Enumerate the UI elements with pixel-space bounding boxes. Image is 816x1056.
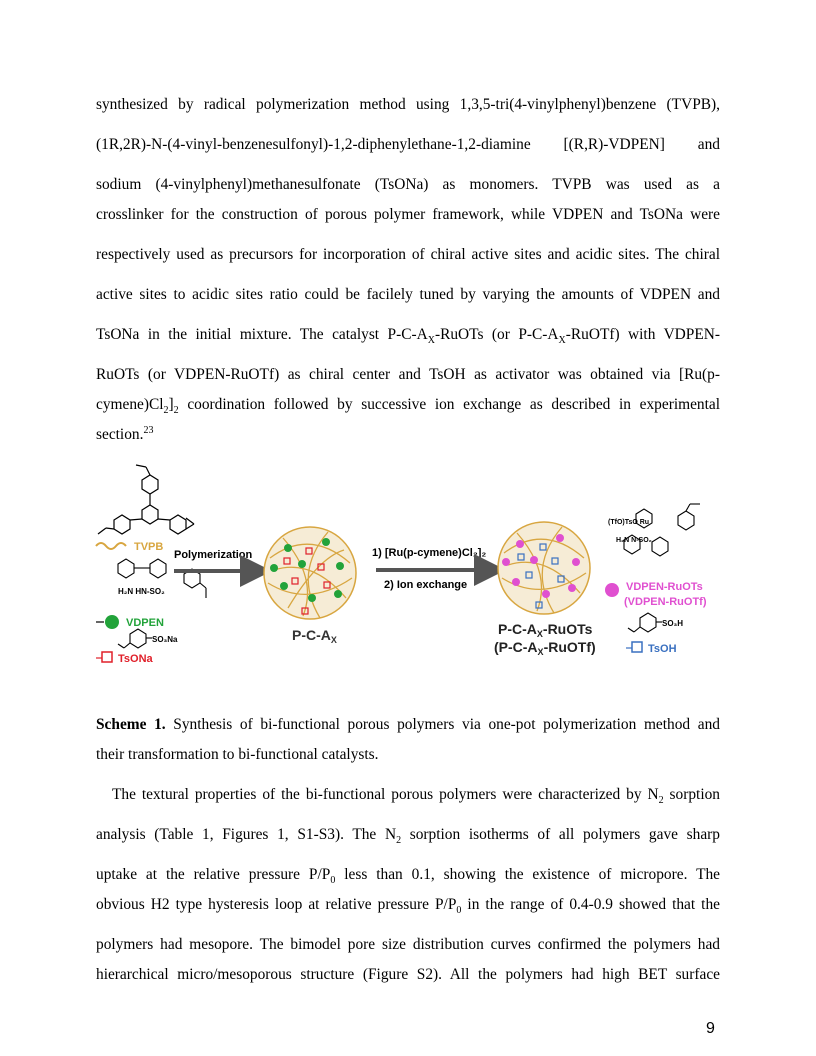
- body-text-line: The textural properties of the bi-functional porous polymers were characterized by $N_2$ sorption: [112, 786, 721, 807]
- tsona-label: TsONa: [118, 653, 153, 665]
- body-text-line: section.$^{23}$: [96, 424, 154, 443]
- polymerization-label: Polymerization: [174, 549, 253, 561]
- body-text-line: crosslinker for the construction of porous polymer framework, while VDPEN and TsONa were: [96, 206, 720, 223]
- step1-label: 1) [Ru(p-cymene)Cl₂]₂: [372, 547, 487, 559]
- so3na-label: SO₃Na: [152, 635, 178, 644]
- tvpb-wave: [96, 543, 126, 549]
- product2-label: $(P-C-A_X-RuOTf)$: [494, 639, 596, 657]
- ru-label: (TfO)TsO Ru: [608, 519, 650, 526]
- body-text-line: analysis (Table 1, Figures 1, S1-S3). The $N_2$ sorption isotherms of all polymers gave sharp: [96, 826, 720, 847]
- vdpen-label: VDPEN: [126, 617, 164, 629]
- tvpb-label: TVPB: [134, 541, 164, 553]
- vdpen-amine-label: H₂N HN-SO₂: [118, 587, 165, 596]
- scheme-figure: [88, 458, 728, 688]
- step2-label: 2) Ion exchange: [384, 579, 468, 591]
- body-text-line: sodium (4-vinylphenyl)methanesulfonate (TsONa) as monomers. TVPB was used as a: [96, 176, 720, 193]
- body-text-line: hierarchical micro/mesoporous structure (Figure S2). All the polymers had high BET surface: [96, 966, 720, 983]
- pink-sphere-icon: [605, 583, 619, 597]
- body-text-line: obvious H2 type hysteresis loop at relative pressure $P/P_0$ in the range of 0.4-0.9 showed that the: [96, 896, 720, 917]
- product1-label: $P-C-A_X$-RuOTs: [498, 621, 593, 639]
- page-number: 9: [706, 1020, 715, 1037]
- scheme-caption-line: Scheme 1. Synthesis of bi-functional porous polymers via one-pot polymerization method and: [96, 716, 720, 733]
- red-square-icon: [102, 652, 112, 662]
- body-text-line: respectively used as precursors for incorporation of chiral active sites and acidic sites. The chiral: [96, 246, 720, 263]
- body-text-line: RuOTs (or VDPEN-RuOTf) as chiral center and TsOH as activator was obtained via [Ru(p-: [96, 366, 720, 383]
- ru-complex-structure: [624, 504, 700, 556]
- porous-polymer-sphere: [264, 527, 356, 619]
- tsona-structure: [118, 629, 152, 648]
- pca-label: $P-C-A_X$: [292, 627, 337, 645]
- body-text-line: uptake at the relative pressure $P/P_0$ less than 0.1, showing the existence of micropore. The: [96, 866, 720, 887]
- vdpen-ruotf-label: (VDPEN-RuOTf): [624, 596, 707, 608]
- tsoh-label: TsOH: [648, 643, 677, 655]
- blue-square-icon: [632, 642, 642, 652]
- vdpen-ruots-label: VDPEN-RuOTs: [626, 581, 703, 593]
- tsoh-structure: [628, 613, 662, 632]
- green-sphere-icon: [105, 615, 119, 629]
- body-text-line: active sites to acidic sites ratio could be facilely tuned by varying the amounts of VDPEN and: [96, 286, 720, 303]
- ru-amine-label: H₂N N-SO₂: [616, 537, 652, 544]
- body-text-line: polymers had mesopore. The bimodel pore size distribution curves confirmed the polymers had: [96, 936, 720, 953]
- body-text-line: $cymene)Cl_2]_2$ coordination followed by successive ion exchange as described in experimental: [96, 396, 720, 417]
- body-text-line: synthesized by radical polymerization method using 1,3,5-tri(4-vinylphenyl)benzene (TVPB),: [96, 96, 720, 113]
- body-text-line: (1R,2R)-N-(4-vinyl-benzenesulfonyl)-1,2-diphenylethane-1,2-diamine [(R,R)-VDPEN] and: [96, 136, 720, 153]
- tvpb-structure: [98, 465, 194, 534]
- scheme-caption-line: their transformation to bi-functional catalysts.: [96, 746, 379, 763]
- catalyst-sphere: [498, 522, 590, 614]
- so3h-label: SO₃H: [662, 619, 684, 628]
- body-text-line: TsONa in the initial mixture. The catalyst $P-C-A_X$-RuOTs (or $P-C-A_X-RuOTf$) with VDPEN-: [96, 326, 721, 347]
